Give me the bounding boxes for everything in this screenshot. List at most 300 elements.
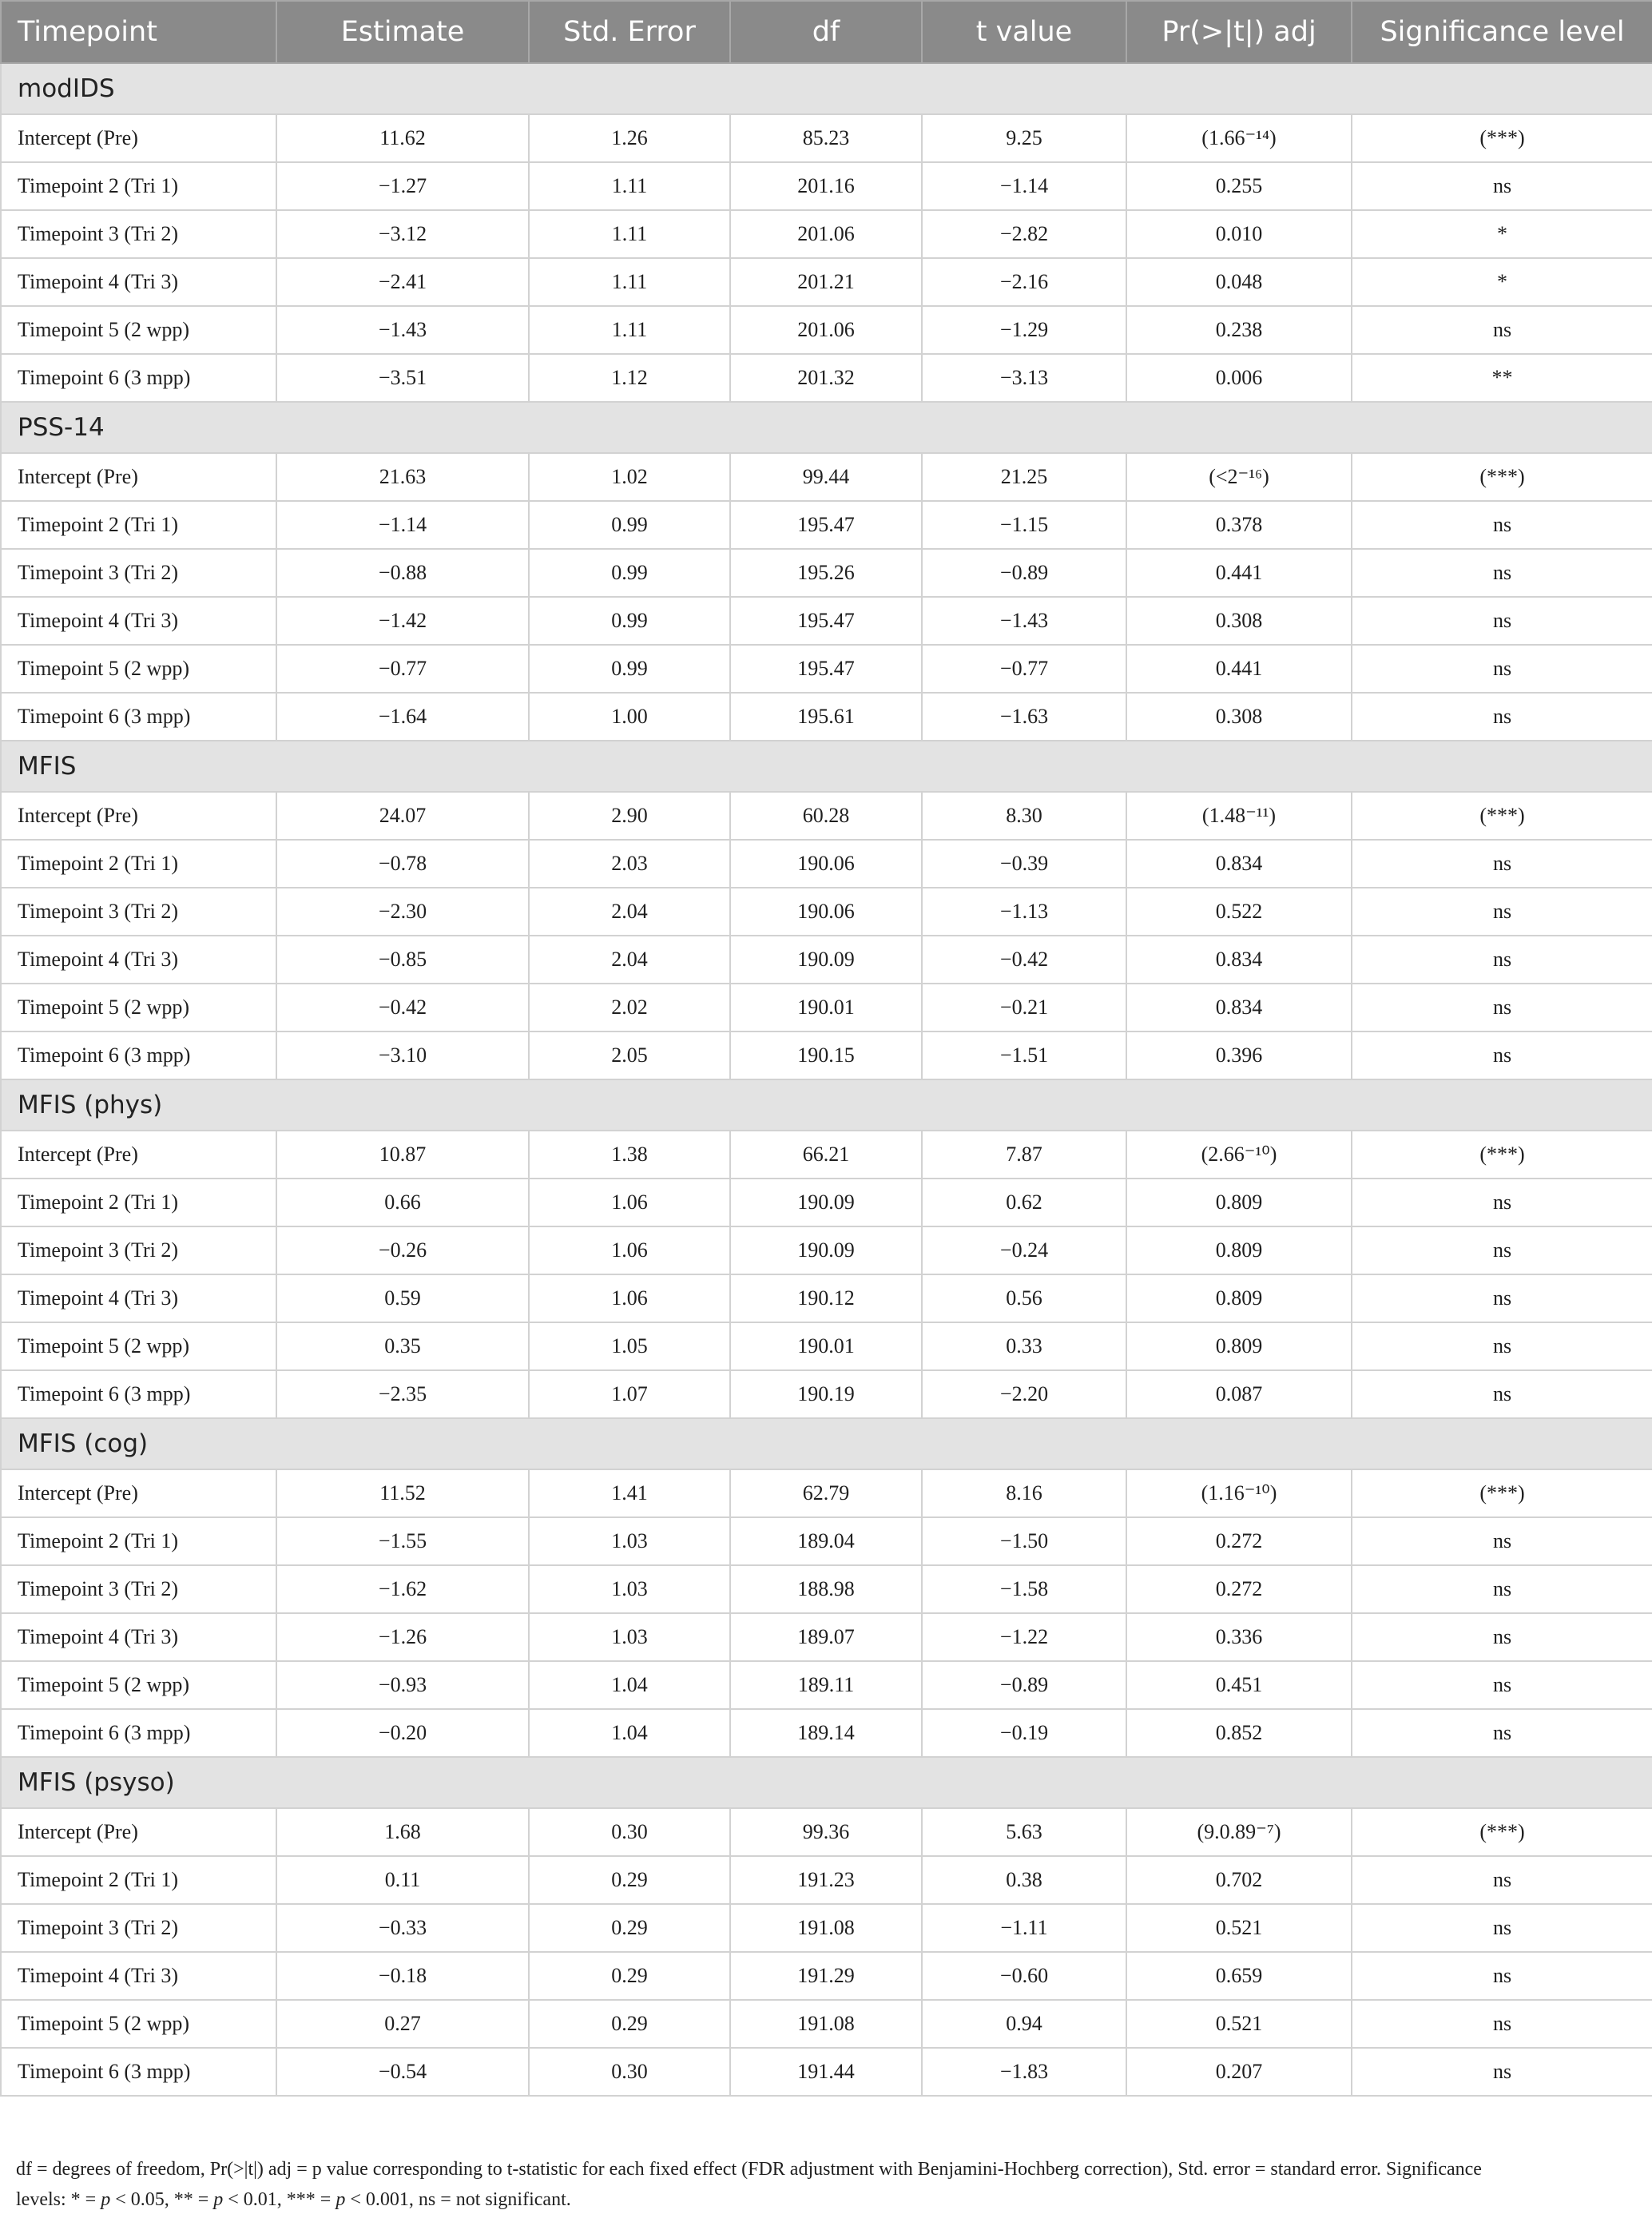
cell-significance: ns [1352, 1226, 1652, 1274]
table-row [1, 453, 1652, 501]
cell-p-adj: 0.702 [1126, 1856, 1352, 1904]
cell-std-error: 0.99 [529, 597, 730, 645]
cell-p-adj: 0.238 [1126, 306, 1352, 354]
cell-std-error: 1.41 [529, 1469, 730, 1517]
section-row [1, 741, 1652, 792]
cell-significance: ns [1352, 306, 1652, 354]
cell-timepoint: Timepoint 4 (Tri 3) [1, 1274, 276, 1322]
table-row [1, 888, 1652, 936]
table-row [1, 354, 1652, 402]
cell-df: 189.14 [730, 1709, 922, 1757]
cell-t-value: −0.60 [922, 1952, 1126, 2000]
cell-t-value: −1.50 [922, 1517, 1126, 1565]
cell-estimate: −0.26 [276, 1226, 529, 1274]
cell-std-error: 0.99 [529, 501, 730, 549]
section-title: modIDS [1, 63, 1652, 114]
cell-t-value: 21.25 [922, 453, 1126, 501]
cell-timepoint: Intercept (Pre) [1, 792, 276, 840]
table-row [1, 1370, 1652, 1418]
cell-timepoint: Timepoint 3 (Tri 2) [1, 1565, 276, 1613]
cell-timepoint: Timepoint 2 (Tri 1) [1, 1517, 276, 1565]
cell-timepoint: Timepoint 2 (Tri 1) [1, 840, 276, 888]
cell-df: 99.36 [730, 1808, 922, 1856]
table-row [1, 1808, 1652, 1856]
col-header-std-error: Std. Error [529, 1, 730, 63]
cell-df: 188.98 [730, 1565, 922, 1613]
cell-t-value: −1.63 [922, 693, 1126, 741]
section-row [1, 1418, 1652, 1469]
cell-df: 195.47 [730, 597, 922, 645]
cell-estimate: 11.62 [276, 114, 529, 162]
cell-significance: ns [1352, 693, 1652, 741]
table-row [1, 1709, 1652, 1757]
cell-p-adj: 0.451 [1126, 1661, 1352, 1709]
cell-timepoint: Intercept (Pre) [1, 114, 276, 162]
cell-p-adj: 0.207 [1126, 2048, 1352, 2096]
cell-timepoint: Timepoint 4 (Tri 3) [1, 1952, 276, 2000]
cell-significance: (***) [1352, 1131, 1652, 1179]
cell-estimate: −1.64 [276, 693, 529, 741]
cell-std-error: 1.04 [529, 1709, 730, 1757]
cell-estimate: −1.42 [276, 597, 529, 645]
cell-std-error: 0.29 [529, 1904, 730, 1952]
table-row [1, 984, 1652, 1032]
cell-t-value: 0.33 [922, 1322, 1126, 1370]
cell-t-value: 8.30 [922, 792, 1126, 840]
cell-timepoint: Timepoint 6 (3 mpp) [1, 693, 276, 741]
cell-estimate: 21.63 [276, 453, 529, 501]
cell-df: 190.01 [730, 1322, 922, 1370]
cell-significance: ns [1352, 1904, 1652, 1952]
section-row [1, 1079, 1652, 1131]
cell-timepoint: Timepoint 5 (2 wpp) [1, 1661, 276, 1709]
cell-p-adj: 0.852 [1126, 1709, 1352, 1757]
cell-estimate: −0.85 [276, 936, 529, 984]
cell-df: 189.11 [730, 1661, 922, 1709]
cell-t-value: −0.19 [922, 1709, 1126, 1757]
cell-estimate: −1.55 [276, 1517, 529, 1565]
cell-estimate: 0.59 [276, 1274, 529, 1322]
cell-t-value: −2.16 [922, 258, 1126, 306]
cell-df: 195.47 [730, 501, 922, 549]
cell-t-value: −0.42 [922, 936, 1126, 984]
cell-p-adj: (9.0.89⁻⁷) [1126, 1808, 1352, 1856]
table-row [1, 1469, 1652, 1517]
cell-significance: ns [1352, 1032, 1652, 1079]
cell-timepoint: Timepoint 3 (Tri 2) [1, 888, 276, 936]
cell-df: 190.01 [730, 984, 922, 1032]
cell-std-error: 1.00 [529, 693, 730, 741]
cell-df: 201.21 [730, 258, 922, 306]
cell-std-error: 1.04 [529, 1661, 730, 1709]
cell-t-value: −1.83 [922, 2048, 1126, 2096]
footnote-line-2: levels: * = p < 0.05, ** = p < 0.01, *** = p < 0.001, ns = not significant. [16, 2189, 571, 2210]
cell-t-value: 7.87 [922, 1131, 1126, 1179]
table-row [1, 162, 1652, 210]
cell-significance: ns [1352, 984, 1652, 1032]
cell-t-value: −1.58 [922, 1565, 1126, 1613]
table-row [1, 1226, 1652, 1274]
cell-timepoint: Timepoint 4 (Tri 3) [1, 258, 276, 306]
cell-df: 99.44 [730, 453, 922, 501]
cell-timepoint: Timepoint 2 (Tri 1) [1, 501, 276, 549]
table-row [1, 645, 1652, 693]
cell-std-error: 1.11 [529, 162, 730, 210]
cell-std-error: 0.99 [529, 645, 730, 693]
cell-timepoint: Timepoint 5 (2 wpp) [1, 984, 276, 1032]
cell-estimate: −0.42 [276, 984, 529, 1032]
cell-estimate: 1.68 [276, 1808, 529, 1856]
cell-timepoint: Timepoint 3 (Tri 2) [1, 1226, 276, 1274]
cell-df: 191.08 [730, 2000, 922, 2048]
cell-timepoint: Intercept (Pre) [1, 1469, 276, 1517]
table-row [1, 1032, 1652, 1079]
cell-std-error: 1.03 [529, 1613, 730, 1661]
cell-t-value: −2.20 [922, 1370, 1126, 1418]
cell-significance: ns [1352, 840, 1652, 888]
cell-estimate: 11.52 [276, 1469, 529, 1517]
cell-p-adj: 0.048 [1126, 258, 1352, 306]
cell-timepoint: Timepoint 6 (3 mpp) [1, 354, 276, 402]
cell-t-value: 0.38 [922, 1856, 1126, 1904]
table-row [1, 1661, 1652, 1709]
cell-t-value: −1.43 [922, 597, 1126, 645]
cell-t-value: 0.56 [922, 1274, 1126, 1322]
cell-std-error: 1.06 [529, 1179, 730, 1226]
header-row [1, 1, 1652, 63]
cell-estimate: −1.26 [276, 1613, 529, 1661]
cell-df: 190.19 [730, 1370, 922, 1418]
cell-df: 190.06 [730, 840, 922, 888]
cell-p-adj: (1.48⁻¹¹) [1126, 792, 1352, 840]
cell-p-adj: 0.521 [1126, 1904, 1352, 1952]
cell-std-error: 1.11 [529, 210, 730, 258]
cell-std-error: 1.02 [529, 453, 730, 501]
cell-std-error: 1.05 [529, 1322, 730, 1370]
cell-p-adj: 0.396 [1126, 1032, 1352, 1079]
cell-timepoint: Timepoint 6 (3 mpp) [1, 1032, 276, 1079]
cell-estimate: 10.87 [276, 1131, 529, 1179]
cell-significance: ns [1352, 936, 1652, 984]
table-row [1, 936, 1652, 984]
section-title: PSS-14 [1, 402, 1652, 453]
table-row [1, 840, 1652, 888]
cell-significance: ns [1352, 1179, 1652, 1226]
cell-t-value: −1.11 [922, 1904, 1126, 1952]
cell-p-adj: (2.66⁻¹⁰) [1126, 1131, 1352, 1179]
cell-p-adj: 0.255 [1126, 162, 1352, 210]
table-row [1, 1131, 1652, 1179]
cell-estimate: 0.27 [276, 2000, 529, 2048]
cell-timepoint: Timepoint 4 (Tri 3) [1, 936, 276, 984]
table-row [1, 258, 1652, 306]
cell-std-error: 0.99 [529, 549, 730, 597]
cell-std-error: 1.11 [529, 258, 730, 306]
table-row [1, 792, 1652, 840]
section-row [1, 402, 1652, 453]
cell-df: 60.28 [730, 792, 922, 840]
cell-df: 190.09 [730, 936, 922, 984]
section-title: MFIS (cog) [1, 1418, 1652, 1469]
cell-estimate: −0.88 [276, 549, 529, 597]
cell-p-adj: 0.336 [1126, 1613, 1352, 1661]
cell-p-adj: 0.308 [1126, 693, 1352, 741]
col-header-df: df [730, 1, 922, 63]
cell-p-adj: 0.521 [1126, 2000, 1352, 2048]
cell-significance: ns [1352, 645, 1652, 693]
table-body [1, 63, 1652, 2096]
cell-std-error: 0.29 [529, 1856, 730, 1904]
cell-estimate: −3.10 [276, 1032, 529, 1079]
cell-significance: (***) [1352, 453, 1652, 501]
cell-timepoint: Timepoint 5 (2 wpp) [1, 2000, 276, 2048]
cell-p-adj: (1.16⁻¹⁰) [1126, 1469, 1352, 1517]
cell-p-adj: 0.809 [1126, 1226, 1352, 1274]
cell-timepoint: Timepoint 6 (3 mpp) [1, 2048, 276, 2096]
section-row [1, 63, 1652, 114]
cell-df: 195.47 [730, 645, 922, 693]
cell-significance: ns [1352, 1322, 1652, 1370]
cell-timepoint: Timepoint 6 (3 mpp) [1, 1370, 276, 1418]
cell-std-error: 2.90 [529, 792, 730, 840]
cell-t-value: −1.51 [922, 1032, 1126, 1079]
cell-timepoint: Intercept (Pre) [1, 453, 276, 501]
cell-t-value: 0.62 [922, 1179, 1126, 1226]
cell-estimate: 0.11 [276, 1856, 529, 1904]
col-header-t-value: t value [922, 1, 1126, 63]
cell-estimate: −0.20 [276, 1709, 529, 1757]
col-header-estimate: Estimate [276, 1, 529, 63]
cell-significance: ns [1352, 1661, 1652, 1709]
cell-significance: ns [1352, 597, 1652, 645]
table-row [1, 1565, 1652, 1613]
cell-significance: ns [1352, 1517, 1652, 1565]
cell-p-adj: 0.272 [1126, 1565, 1352, 1613]
cell-df: 195.26 [730, 549, 922, 597]
cell-timepoint: Timepoint 2 (Tri 1) [1, 162, 276, 210]
cell-significance: ns [1352, 1613, 1652, 1661]
cell-significance: * [1352, 258, 1652, 306]
cell-significance: ns [1352, 1370, 1652, 1418]
cell-timepoint: Timepoint 6 (3 mpp) [1, 1709, 276, 1757]
cell-std-error: 2.03 [529, 840, 730, 888]
table-row [1, 693, 1652, 741]
col-header-p-adj: Pr(>|t|) adj [1126, 1, 1352, 63]
cell-p-adj: 0.272 [1126, 1517, 1352, 1565]
cell-p-adj: 0.809 [1126, 1322, 1352, 1370]
cell-std-error: 2.04 [529, 888, 730, 936]
cell-p-adj: 0.809 [1126, 1179, 1352, 1226]
cell-p-adj: (1.66⁻¹⁴) [1126, 114, 1352, 162]
section-row [1, 1757, 1652, 1808]
cell-estimate: −0.78 [276, 840, 529, 888]
cell-std-error: 1.11 [529, 306, 730, 354]
cell-p-adj: 0.378 [1126, 501, 1352, 549]
cell-significance: (***) [1352, 792, 1652, 840]
cell-estimate: −0.54 [276, 2048, 529, 2096]
cell-std-error: 0.30 [529, 1808, 730, 1856]
cell-df: 191.23 [730, 1856, 922, 1904]
table-footnote [16, 2154, 1646, 2215]
cell-df: 191.44 [730, 2048, 922, 2096]
cell-estimate: −2.41 [276, 258, 529, 306]
cell-t-value: −0.77 [922, 645, 1126, 693]
table-row [1, 1517, 1652, 1565]
section-title: MFIS [1, 741, 1652, 792]
cell-p-adj: 0.522 [1126, 888, 1352, 936]
cell-timepoint: Timepoint 5 (2 wpp) [1, 645, 276, 693]
cell-estimate: −0.18 [276, 1952, 529, 2000]
cell-std-error: 1.06 [529, 1226, 730, 1274]
cell-t-value: −0.89 [922, 1661, 1126, 1709]
cell-estimate: −1.43 [276, 306, 529, 354]
cell-std-error: 1.26 [529, 114, 730, 162]
cell-df: 190.06 [730, 888, 922, 936]
cell-df: 195.61 [730, 693, 922, 741]
cell-p-adj: 0.834 [1126, 984, 1352, 1032]
cell-df: 190.12 [730, 1274, 922, 1322]
cell-std-error: 1.38 [529, 1131, 730, 1179]
table-row [1, 501, 1652, 549]
cell-p-adj: 0.659 [1126, 1952, 1352, 2000]
cell-timepoint: Timepoint 3 (Tri 2) [1, 549, 276, 597]
cell-timepoint: Timepoint 4 (Tri 3) [1, 597, 276, 645]
cell-p-adj: 0.308 [1126, 597, 1352, 645]
table-row [1, 1322, 1652, 1370]
cell-significance: ns [1352, 1856, 1652, 1904]
cell-p-adj: 0.441 [1126, 549, 1352, 597]
cell-estimate: −2.30 [276, 888, 529, 936]
cell-df: 191.29 [730, 1952, 922, 2000]
cell-t-value: −2.82 [922, 210, 1126, 258]
cell-timepoint: Timepoint 4 (Tri 3) [1, 1613, 276, 1661]
col-header-significance: Significance level [1352, 1, 1652, 63]
table-row [1, 114, 1652, 162]
cell-std-error: 1.03 [529, 1565, 730, 1613]
cell-significance: ns [1352, 1952, 1652, 2000]
cell-t-value: −1.29 [922, 306, 1126, 354]
section-title: MFIS (phys) [1, 1079, 1652, 1131]
cell-significance: (***) [1352, 114, 1652, 162]
table-row [1, 1904, 1652, 1952]
cell-significance: ns [1352, 888, 1652, 936]
cell-estimate: −3.12 [276, 210, 529, 258]
cell-df: 201.16 [730, 162, 922, 210]
cell-df: 189.04 [730, 1517, 922, 1565]
section-title: MFIS (psyso) [1, 1757, 1652, 1808]
cell-significance: ns [1352, 2048, 1652, 2096]
cell-t-value: 5.63 [922, 1808, 1126, 1856]
cell-significance: ** [1352, 354, 1652, 402]
cell-df: 201.06 [730, 210, 922, 258]
cell-t-value: 8.16 [922, 1469, 1126, 1517]
cell-estimate: 24.07 [276, 792, 529, 840]
cell-timepoint: Intercept (Pre) [1, 1131, 276, 1179]
cell-timepoint: Intercept (Pre) [1, 1808, 276, 1856]
cell-significance: ns [1352, 1274, 1652, 1322]
cell-t-value: −1.14 [922, 162, 1126, 210]
cell-significance: * [1352, 210, 1652, 258]
cell-t-value: −0.24 [922, 1226, 1126, 1274]
cell-significance: ns [1352, 2000, 1652, 2048]
cell-std-error: 1.12 [529, 354, 730, 402]
cell-std-error: 1.03 [529, 1517, 730, 1565]
cell-t-value: −0.89 [922, 549, 1126, 597]
cell-estimate: −2.35 [276, 1370, 529, 1418]
cell-timepoint: Timepoint 5 (2 wpp) [1, 306, 276, 354]
cell-df: 201.06 [730, 306, 922, 354]
cell-df: 189.07 [730, 1613, 922, 1661]
cell-significance: (***) [1352, 1469, 1652, 1517]
cell-t-value: −1.22 [922, 1613, 1126, 1661]
cell-estimate: −0.77 [276, 645, 529, 693]
cell-significance: ns [1352, 1565, 1652, 1613]
cell-timepoint: Timepoint 3 (Tri 2) [1, 1904, 276, 1952]
cell-std-error: 0.30 [529, 2048, 730, 2096]
cell-df: 190.09 [730, 1226, 922, 1274]
table-row [1, 1856, 1652, 1904]
cell-estimate: −1.14 [276, 501, 529, 549]
cell-estimate: −0.93 [276, 1661, 529, 1709]
cell-t-value: −0.21 [922, 984, 1126, 1032]
cell-significance: ns [1352, 162, 1652, 210]
cell-timepoint: Timepoint 3 (Tri 2) [1, 210, 276, 258]
cell-std-error: 2.02 [529, 984, 730, 1032]
table-row [1, 1613, 1652, 1661]
cell-estimate: −0.33 [276, 1904, 529, 1952]
cell-p-adj: 0.441 [1126, 645, 1352, 693]
cell-df: 62.79 [730, 1469, 922, 1517]
cell-significance: ns [1352, 1709, 1652, 1757]
cell-t-value: −3.13 [922, 354, 1126, 402]
table-row [1, 597, 1652, 645]
table-row [1, 1179, 1652, 1226]
table-row [1, 2000, 1652, 2048]
table-row [1, 210, 1652, 258]
cell-df: 85.23 [730, 114, 922, 162]
cell-p-adj: 0.809 [1126, 1274, 1352, 1322]
cell-std-error: 2.04 [529, 936, 730, 984]
cell-p-adj: 0.087 [1126, 1370, 1352, 1418]
cell-t-value: −0.39 [922, 840, 1126, 888]
cell-std-error: 1.07 [529, 1370, 730, 1418]
cell-p-adj: 0.006 [1126, 354, 1352, 402]
cell-t-value: 0.94 [922, 2000, 1126, 2048]
cell-significance: ns [1352, 549, 1652, 597]
cell-t-value: −1.13 [922, 888, 1126, 936]
table-row [1, 549, 1652, 597]
cell-p-adj: 0.834 [1126, 840, 1352, 888]
cell-std-error: 1.06 [529, 1274, 730, 1322]
cell-std-error: 0.29 [529, 1952, 730, 2000]
cell-p-adj: 0.010 [1126, 210, 1352, 258]
cell-timepoint: Timepoint 2 (Tri 1) [1, 1856, 276, 1904]
col-header-timepoint: Timepoint [1, 1, 276, 63]
cell-df: 66.21 [730, 1131, 922, 1179]
cell-estimate: 0.66 [276, 1179, 529, 1226]
cell-timepoint: Timepoint 2 (Tri 1) [1, 1179, 276, 1226]
cell-df: 190.15 [730, 1032, 922, 1079]
cell-p-adj: 0.834 [1126, 936, 1352, 984]
table-row [1, 1952, 1652, 2000]
table-row [1, 1274, 1652, 1322]
cell-estimate: −1.27 [276, 162, 529, 210]
cell-estimate: −3.51 [276, 354, 529, 402]
cell-std-error: 2.05 [529, 1032, 730, 1079]
cell-p-adj: (<2⁻¹⁶) [1126, 453, 1352, 501]
cell-df: 191.08 [730, 1904, 922, 1952]
cell-t-value: −1.15 [922, 501, 1126, 549]
